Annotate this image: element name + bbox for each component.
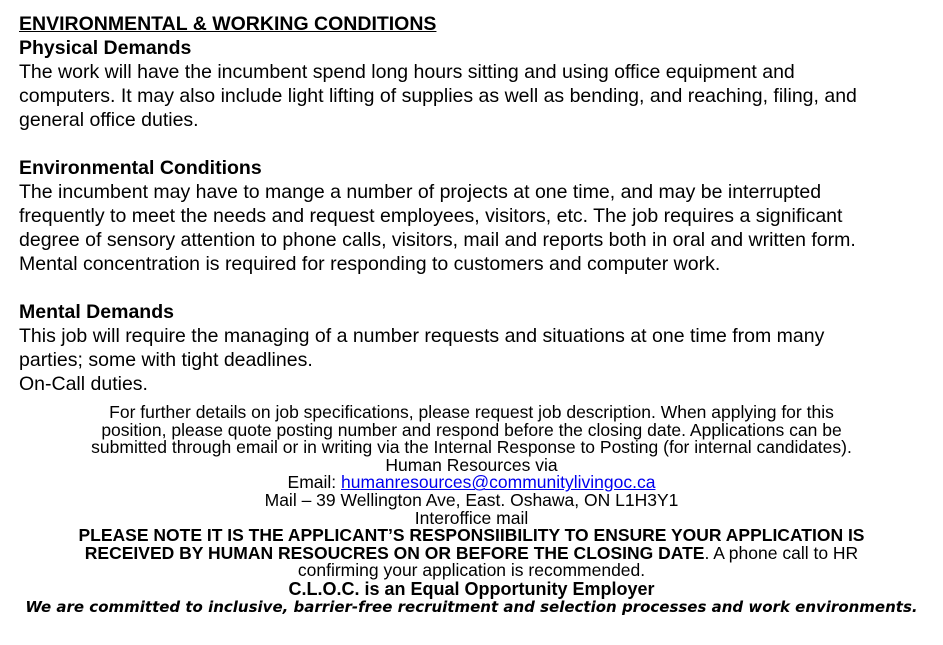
- document-heading: ENVIRONMENTAL & WORKING CONDITIONS: [19, 13, 437, 35]
- details-line: For further details on job specifications, please request job description. When applying for this: [109, 402, 834, 422]
- spacer: [19, 132, 924, 156]
- section-physical-demands: [19, 36, 924, 132]
- notice-line: PLEASE NOTE IT IS THE APPLICANT’S RESPONSIIBILITY TO ENSURE YOUR APPLICATION IS: [78, 525, 865, 546]
- notice-rest: . A phone call to HR: [704, 542, 859, 563]
- notice-bold: RECEIVED BY HUMAN RESOUCRES ON OR BEFORE THE CLOSING DATE: [84, 542, 705, 563]
- section-line: This job will require the managing of a number requests and situations at one time from many: [19, 325, 825, 347]
- spacer: [19, 276, 924, 300]
- section-line: degree of sensory attention to phone calls, visitors, mail and reports both in oral and written form.: [19, 229, 856, 251]
- section-title: Physical Demands: [19, 37, 192, 59]
- hr-via: Human Resources via: [385, 454, 558, 475]
- section-mental-demands: [19, 300, 924, 396]
- interoffice-mail: Interoffice mail: [414, 507, 529, 528]
- email-link[interactable]: humanresources@communitylivingoc.ca: [341, 472, 656, 493]
- section-line: Mental concentration is required for responding to customers and computer work.: [19, 253, 721, 275]
- section-line: parties; some with tight deadlines.: [19, 349, 313, 371]
- equal-opportunity-statement: C.L.O.C. is an Equal Opportunity Employer: [288, 578, 655, 599]
- section-line: frequently to meet the needs and request employees, visitors, etc. The job requires a significant: [19, 205, 843, 227]
- section-title: Mental Demands: [19, 301, 174, 323]
- mail-address: Mail – 39 Wellington Ave, East. Oshawa, ON L1H3Y1: [264, 489, 679, 510]
- details-line: submitted through email or in writing via the Internal Response to Posting (for internal candidates).: [91, 437, 852, 458]
- section-line: computers. It may also include light lifting of supplies as well as bending, and reaching, filing, and: [19, 85, 857, 107]
- section-line: On-Call duties.: [19, 373, 148, 395]
- email-label: Email:: [287, 472, 342, 493]
- section-line: The work will have the incumbent spend long hours sitting and using office equipment and: [19, 61, 795, 83]
- section-environmental-conditions: [19, 156, 924, 276]
- section-title: Environmental Conditions: [19, 157, 262, 179]
- inclusion-tagline: We are committed to inclusive, barrier-free recruitment and selection processes and work environments.: [25, 597, 918, 616]
- details-line: position, please quote posting number and respond before the closing date. Applications can be: [101, 419, 842, 440]
- notice-line: confirming your application is recommended.: [297, 560, 646, 581]
- section-line: The incumbent may have to mange a number of projects at one time, and may be interrupted: [19, 181, 822, 203]
- section-line: general office duties.: [19, 109, 199, 131]
- application-footer: [19, 404, 924, 616]
